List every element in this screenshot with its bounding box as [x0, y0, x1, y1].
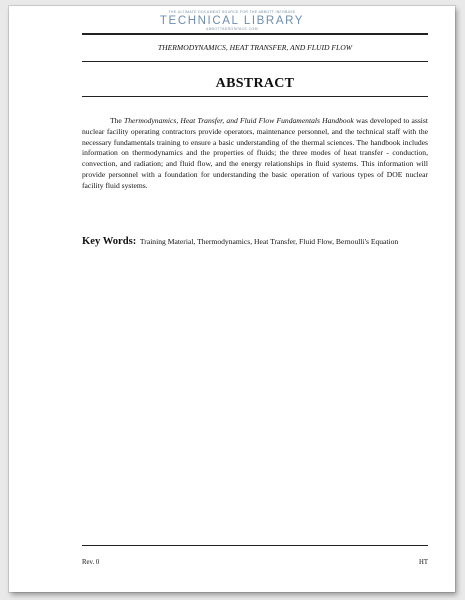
- keywords-text: Training Material, Thermodynamics, Heat Transfer, Fluid Flow, Bernoulli's Equation: [139, 237, 399, 246]
- watermark-url: ABBOTTAEROSPACE.COM: [205, 27, 258, 31]
- watermark-tagline: THE ULTIMATE DOCUMENT SOURCE FOR THE ABBOTT INFOBASE: [168, 10, 296, 14]
- header-bottom-rule: [82, 61, 428, 62]
- heading-underline: [82, 96, 428, 97]
- footer-rule: [82, 545, 428, 546]
- section-heading: ABSTRACT: [215, 76, 295, 91]
- keywords: [82, 236, 428, 247]
- technical-library-watermark: [9, 10, 455, 32]
- watermark-title: TECHNICAL LIBRARY: [159, 15, 305, 27]
- page-footer: [82, 559, 428, 566]
- abstract-lead: The: [110, 116, 125, 125]
- running-header: THERMODYNAMICS, HEAT TRANSFER, AND FLUID FLOW: [157, 43, 353, 52]
- keywords-label: Key Words:: [82, 236, 137, 247]
- handbook-title: Thermodynamics, Heat Transfer, and Fluid Flow Fundamentals Handbook: [124, 116, 354, 125]
- footer-code: HT: [418, 559, 428, 566]
- abstract-body: was developed to assist nuclear facility operating contractors provide operators, maintenance personnel, and the technical staff with the necessary fundamentals training to ensure a basic understanding of the thermal sciences. The handbook includes information on thermodynamics and the properties of fluids; the three modes of heat transfer - conduction, convection, and radiation; and fluid flow, and the energy relationships in fluid systems. This information will provide personnel with a foundation for understanding the basic operation of various types of DOE nuclear facility fluid systems.: [82, 116, 428, 190]
- abstract-paragraph: [82, 116, 428, 192]
- document-page: [9, 6, 455, 592]
- footer-revision: Rev. 0: [82, 559, 100, 566]
- header-rule: [82, 33, 428, 35]
